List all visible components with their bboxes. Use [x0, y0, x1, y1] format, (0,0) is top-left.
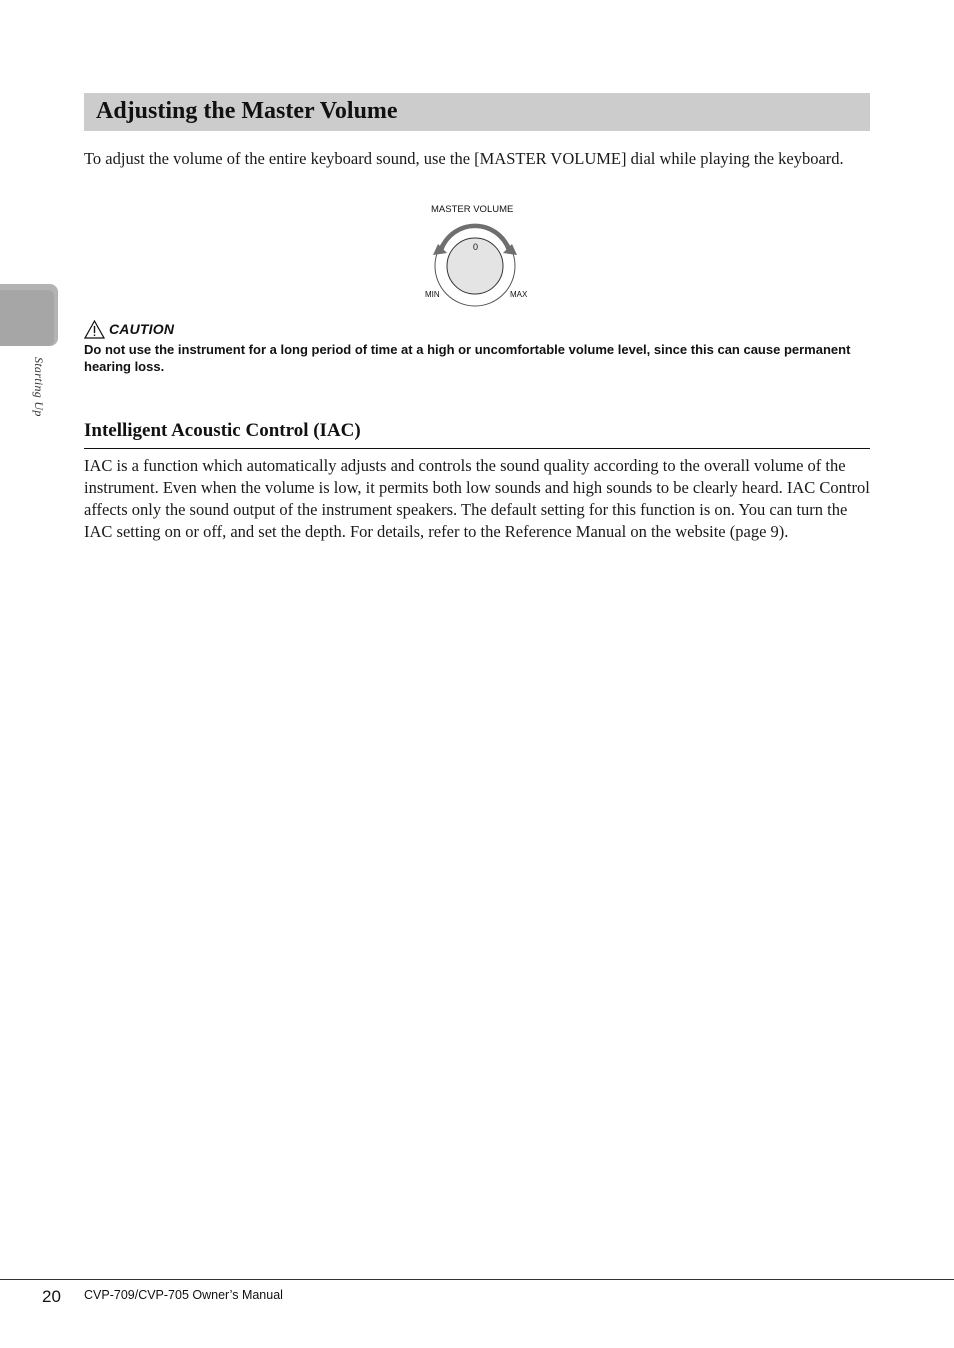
dial-title: MASTER VOLUME — [431, 204, 514, 215]
caution-box — [84, 318, 870, 375]
chapter-tab — [0, 284, 58, 346]
chapter-tab-label: Starting Up — [32, 357, 46, 417]
dial-max-label: MAX — [510, 290, 528, 299]
dial-min-label: MIN — [425, 290, 440, 299]
footer-divider — [0, 1279, 954, 1280]
caution-label: CAUTION — [109, 321, 175, 337]
manual-title: CVP-709/CVP-705 Owner’s Manual — [84, 1288, 283, 1302]
section-title: Adjusting the Master Volume — [96, 98, 398, 124]
dial-zero-mark: 0 — [473, 242, 479, 252]
warning-triangle-icon — [84, 320, 105, 339]
page-number: 20 — [42, 1287, 61, 1306]
intro-paragraph: To adjust the volume of the entire keyboard sound, use the [MASTER VOLUME] dial while playing the keyboard. — [84, 149, 844, 168]
section-title-bar — [84, 93, 870, 131]
caution-header — [84, 318, 870, 340]
caution-text: Do not use the instrument for a long period of time at a high or uncomfortable volume level, since this can cause permanent hearing loss. — [84, 342, 851, 374]
iac-heading: Intelligent Acoustic Control (IAC) — [84, 420, 361, 441]
iac-paragraph: IAC is a function which automatically adjusts and controls the sound quality according to the overall volume of the instrument. Even when the volume is low, it permits both low sounds and high sounds to be clearly heard. IAC Control affects only the sound output of the instrument speakers. The default setting for this function is on. You can turn the IAC setting on or off, and set the depth. For details, refer to the Reference Manual on the website (page 9). — [84, 456, 870, 541]
iac-heading-block — [84, 418, 870, 449]
master-volume-dial-figure — [424, 204, 528, 308]
